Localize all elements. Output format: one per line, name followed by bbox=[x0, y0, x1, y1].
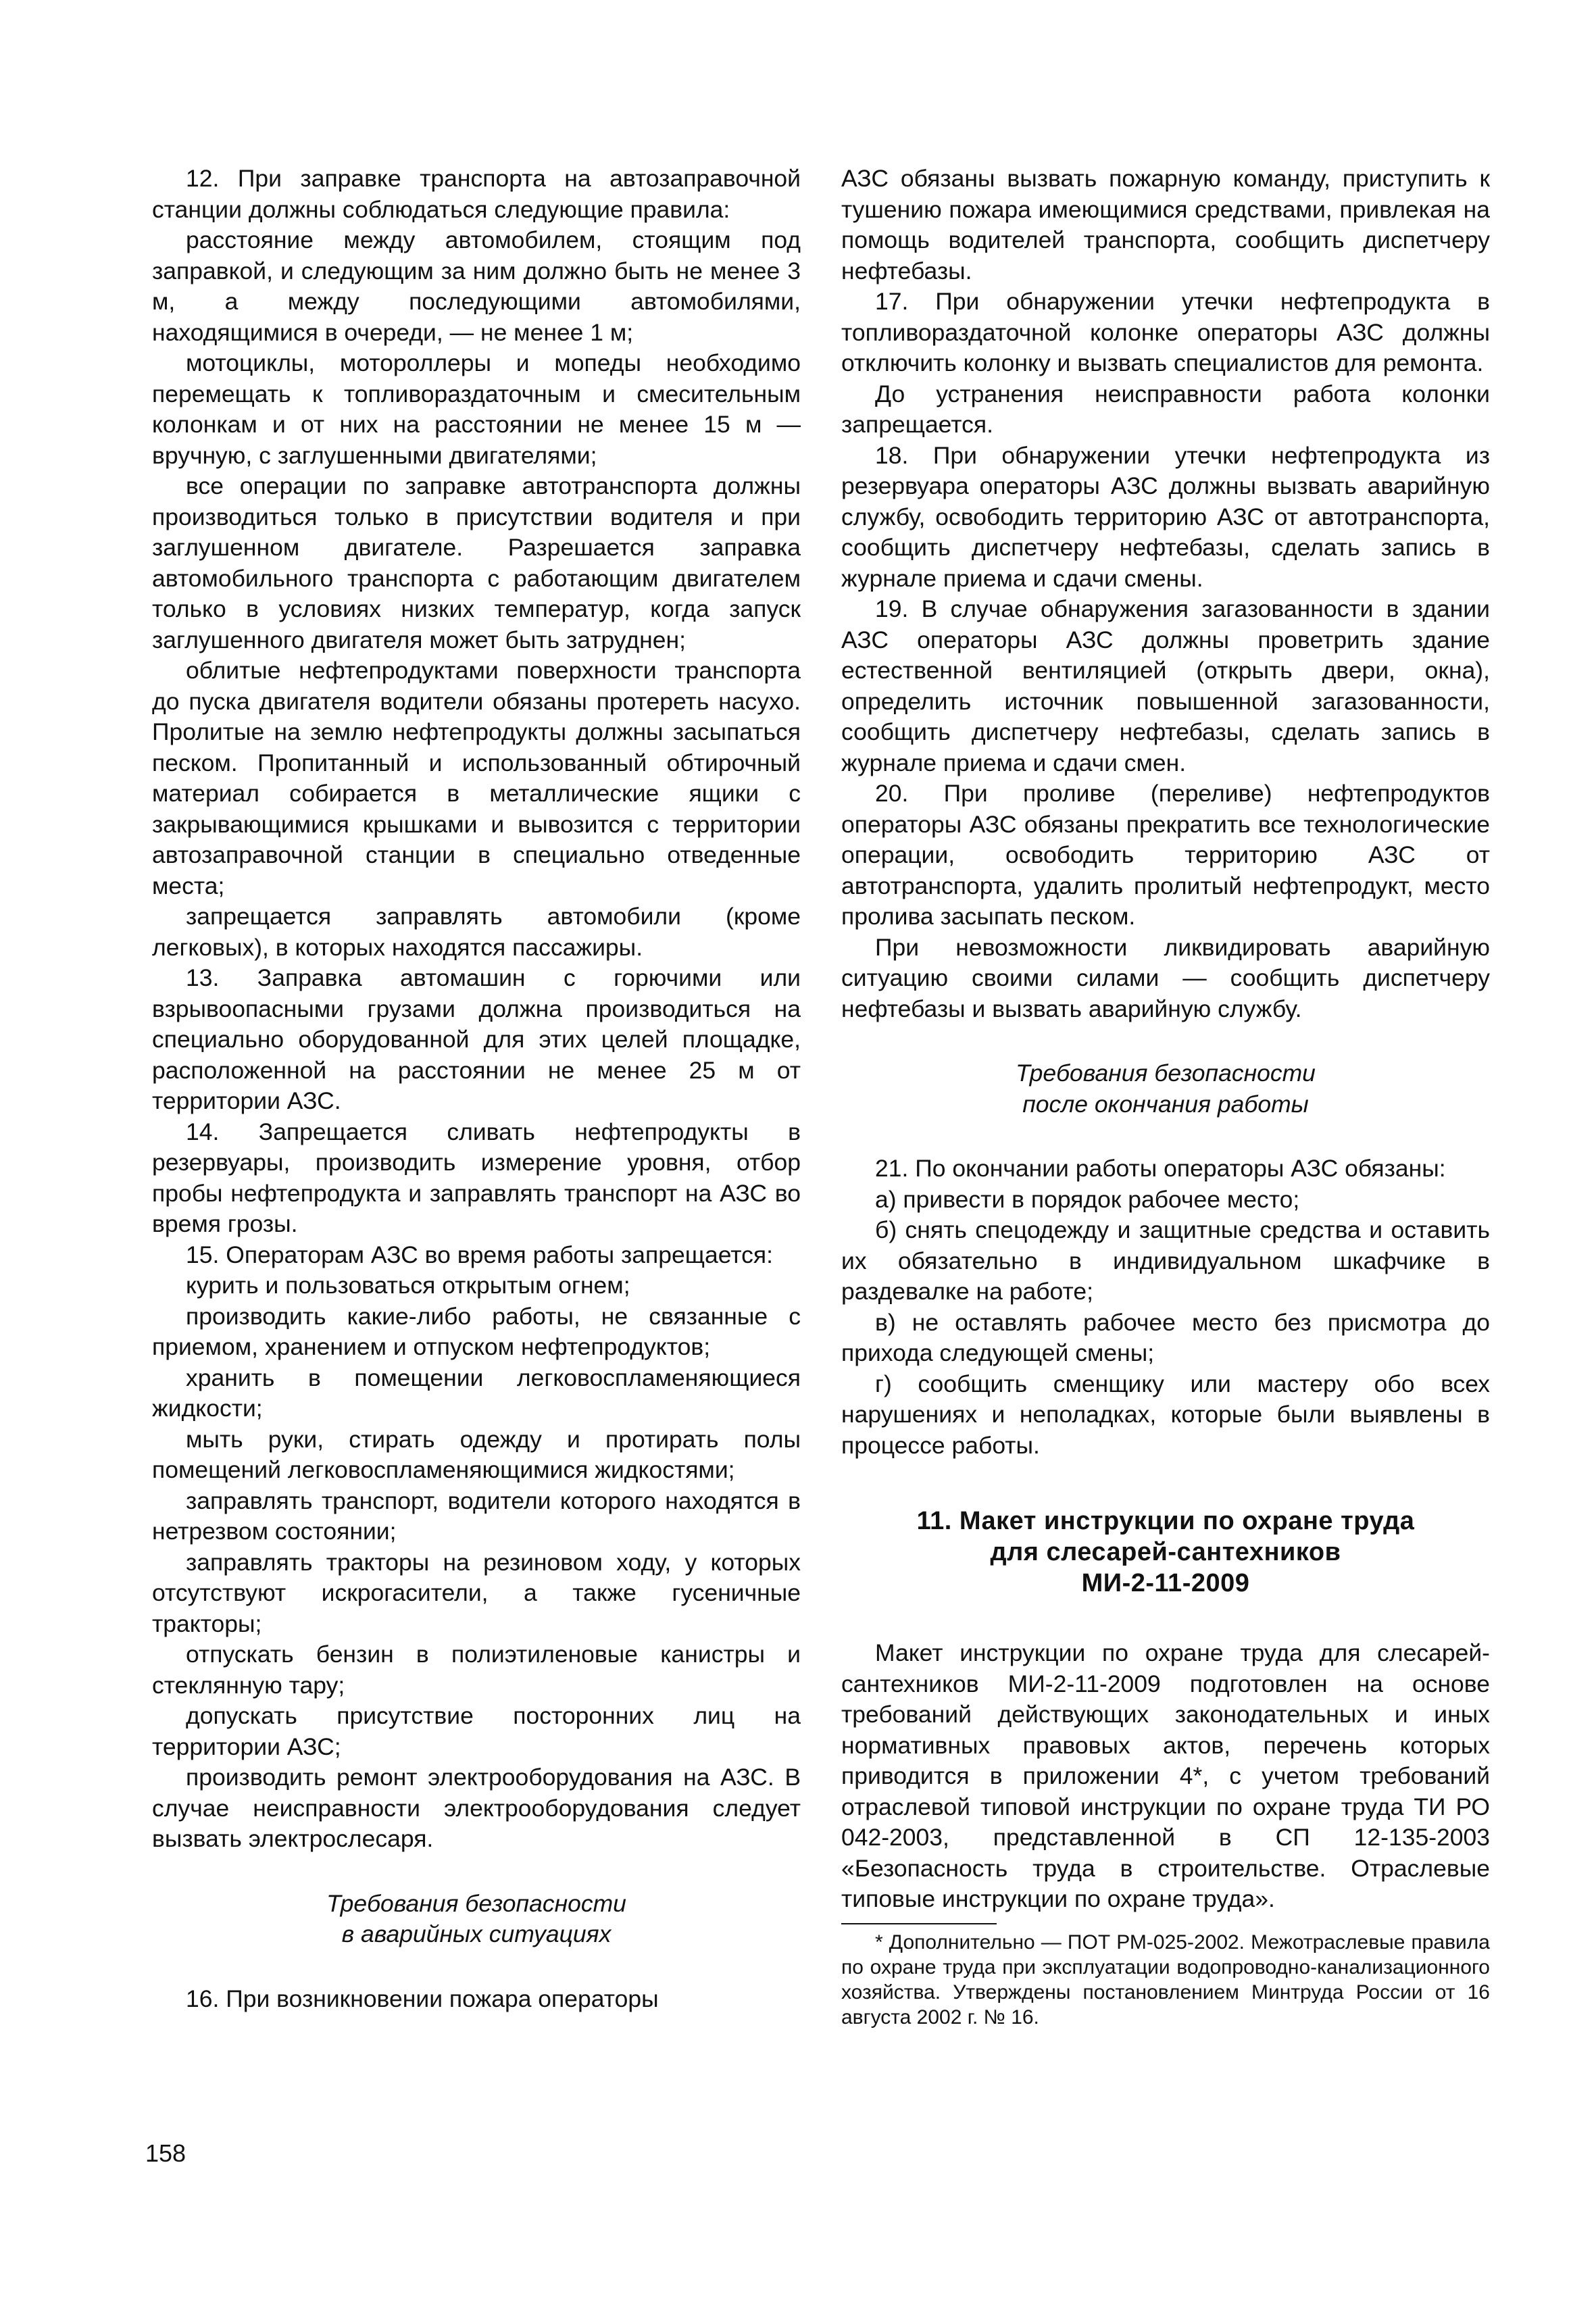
paragraph: заправлять транспорт, водители которого находятся в нетрезвом состоянии; bbox=[152, 1487, 801, 1545]
paragraph: АЗС обязаны вызвать пожарную команду, приступить к тушению пожара имеющимися средствами, привлекая на помощь водителей транспорта, сообщить диспетчеру нефтебазы. bbox=[841, 165, 1490, 284]
paragraph: курить и пользоваться открытым огнем; bbox=[186, 1272, 630, 1299]
paragraph: 17. При обнаружении утечки нефтепродукта в топливораздаточной колонке операторы АЗС должны отключить колонку и вызвать специалистов для ремонта. bbox=[841, 288, 1490, 376]
paragraph: 13. Заправка автомашин с горючими или взрывоопасными грузами должна производиться на специально оборудованной для этих целей площадке, расположенной на расстоянии не менее 25 м от территории АЗС. bbox=[152, 964, 801, 1114]
paragraph: расстояние между автомобилем, стоящим под заправкой, и следующим за ним должно быть не менее 3 м, а между последующими автомобилями, находящимися в очереди, — не менее 1 м; bbox=[152, 226, 801, 346]
paragraph: мыть руки, стирать одежду и протирать полы помещений легковоспламеняющимися жидкостями; bbox=[152, 1425, 801, 1483]
paragraph: все операции по заправке автотранспорта должны производиться только в присутствии водителя и при заглушенном двигателе. Разрешается заправка автомобильного транспорта с работающим двигателем только в условиях низких температур, когда запуск заглушенного двигателя может быть затруднен; bbox=[152, 472, 801, 653]
paragraph: в) не оставлять рабочее место без присмотра до прихода следующей смены; bbox=[841, 1308, 1490, 1366]
page-number: 158 bbox=[145, 2139, 186, 2167]
section-title-line: для слесарей-сантехников bbox=[990, 1538, 1341, 1566]
heading-line: Требования безопасности bbox=[1016, 1060, 1316, 1087]
section-title-line: 11. Макет инструкции по охране труда bbox=[916, 1507, 1415, 1535]
paragraph: б) снять спецодежду и защитные средства и оставить их обязательно в индивидуальном шкафчике в раздевалке на работе; bbox=[841, 1216, 1490, 1305]
paragraph: 21. По окончании работы операторы АЗС обязаны: bbox=[875, 1155, 1446, 1182]
paragraph: заправлять тракторы на резиновом ходу, у которых отсутствуют искрогасители, а также гусеничные тракторы; bbox=[152, 1548, 801, 1637]
paragraph: г) сообщить сменщику или мастеру обо всех нарушениях и неполадках, которые были выявлены в процессе работы. bbox=[841, 1370, 1490, 1459]
paragraph: мотоциклы, мотороллеры и мопеды необходимо перемещать к топливораздаточным и смесительным колонкам и от них на расстоянии не менее 15 м — вручную, с заглушенными двигателями; bbox=[152, 349, 801, 469]
paragraph: запрещается заправлять автомобили (кроме легковых), в которых находятся пассажиры. bbox=[152, 903, 801, 961]
paragraph: 18. При обнаружении утечки нефтепродукта из резервуара операторы АЗС должны вызвать аварийную службу, освободить территорию АЗС от автотранспорта, сообщить диспетчеру нефтебазы, сделать запись в журнале приема и сдачи смены. bbox=[841, 441, 1490, 592]
paragraph: облитые нефтепродуктами поверхности транспорта до пуска двигателя водители обязаны протереть насухо. Пролитые на землю нефтепродукты должны засыпаться песком. Пропитанный и использованный обтирочный материал собирается в металлические ящики с закрывающимися крышками и вывозится с территории автозаправочной станции в специально отведенные места; bbox=[152, 657, 801, 899]
heading-line: после окончания работы bbox=[1022, 1090, 1309, 1118]
paragraph: 16. При возникновении пожара операторы bbox=[186, 1985, 659, 2012]
paragraph: 19. В случае обнаружения загазованности в здании АЗС операторы АЗС должны проветрить здание естественной вентиляцией (открыть двери, окна), определить источник повышенной загазованности, сообщить диспетчеру нефтебазы, сделать запись в журнале приема и сдачи смен. bbox=[841, 595, 1490, 776]
heading-line: в аварийных ситуациях bbox=[341, 1920, 612, 1947]
section-title-line: МИ-2-11-2009 bbox=[1081, 1569, 1250, 1597]
heading-after-work bbox=[841, 1058, 1490, 1120]
paragraph: До устранения неисправности работа колонки запрещается. bbox=[841, 380, 1490, 438]
paragraph: хранить в помещении легковоспламеняющиеся жидкости; bbox=[152, 1364, 801, 1422]
paragraph: 15. Операторам АЗС во время работы запрещается: bbox=[186, 1241, 773, 1268]
heading-emergency bbox=[152, 1889, 801, 1950]
paragraph: производить какие-либо работы, не связанные с приемом, хранением и отпуском нефтепродуктов; bbox=[152, 1302, 801, 1360]
paragraph: 20. При проливе (переливе) нефтепродуктов операторы АЗС обязаны прекратить все технологические операции, освободить территорию АЗС от автотранспорта, удалить пролитый нефтепродукт, место пролива засыпать песком. bbox=[841, 780, 1490, 930]
footnote: * Дополнительно — ПОТ РМ-025-2002. Межотраслевые правила по охране труда при эксплуатации водопроводно-канализационного хозяйства. Утверждены постановлением Минтруда России от 16 августа 2002 г. № 16. bbox=[841, 1931, 1490, 2028]
paragraph: а) привести в порядок рабочее место; bbox=[875, 1185, 1300, 1213]
paragraph: производить ремонт электрооборудования на АЗС. В случае неисправности электрооборудования следует вызвать электрослесаря. bbox=[152, 1764, 801, 1852]
right-column bbox=[841, 164, 1490, 2030]
footnote-divider bbox=[841, 1923, 997, 1924]
heading-line: Требования безопасности bbox=[326, 1889, 626, 1917]
paragraph: 14. Запрещается сливать нефтепродукты в резервуары, производить измерение уровня, отбор пробы нефтепродукта и заправлять транспорт на АЗС во время грозы. bbox=[152, 1118, 801, 1237]
left-column bbox=[152, 164, 801, 2014]
section-title bbox=[841, 1505, 1490, 1599]
paragraph: допускать присутствие посторонних лиц на территории АЗС; bbox=[152, 1702, 801, 1760]
paragraph: отпускать бензин в полиэтиленовые канистры и стеклянную тару; bbox=[152, 1641, 801, 1699]
paragraph: 12. При заправке транспорта на автозаправочной станции должны соблюдаться следующие правила: bbox=[152, 165, 801, 223]
paragraph: При невозможности ликвидировать аварийную ситуацию своими силами — сообщить диспетчеру нефтебазы и вызвать аварийную службу. bbox=[841, 933, 1490, 1022]
section-intro: Макет инструкции по охране труда для слесарей-сантехников МИ-2-11-2009 подготовлен на основе требований действующих законодательных и иных нормативных правовых актов, перечень которых приводится в приложении 4*, с учетом требований отраслевой типовой инструкции по охране труда ТИ РО 042-2003, представленной в СП 12-135-2003 «Безопасность труда в строительстве. Отраслевые типовые инструкции по охране труда». bbox=[841, 1639, 1490, 1912]
